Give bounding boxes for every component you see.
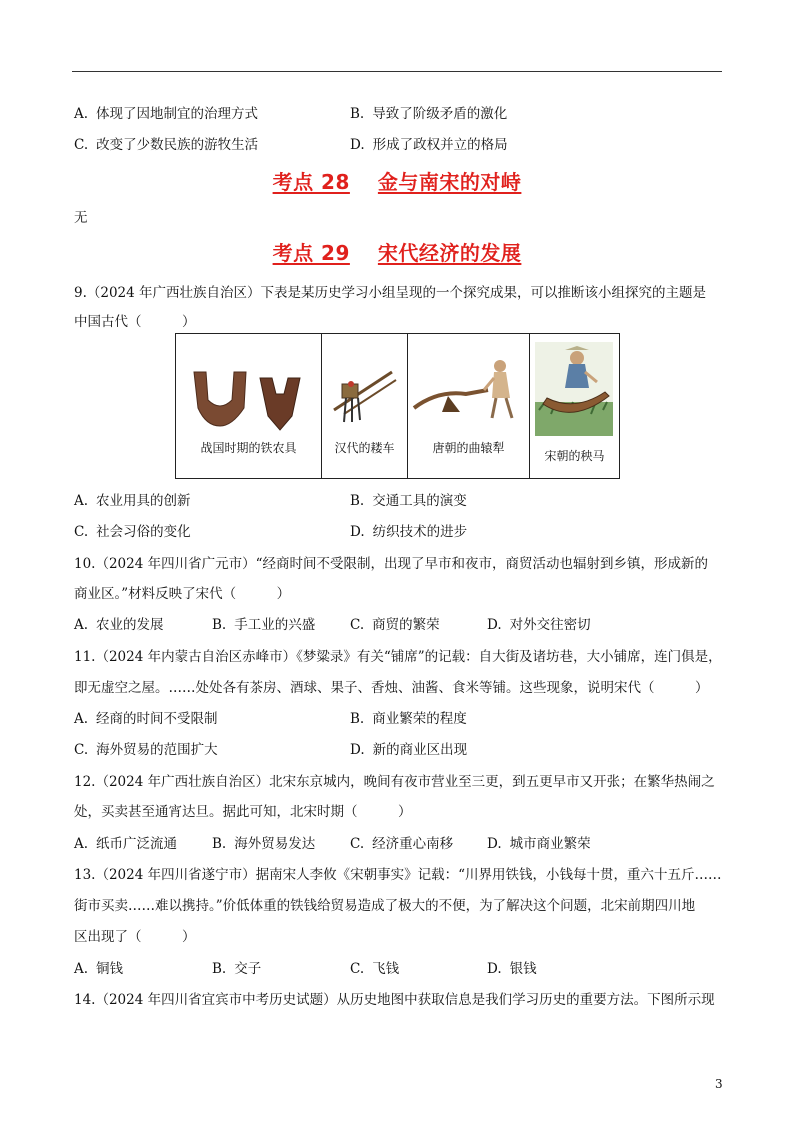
figure-cell-seed-drill bbox=[322, 334, 408, 478]
prev-option-d: D. 形成了政权并立的格局 bbox=[350, 137, 508, 153]
q9-option-d: D. 纺织技术的进步 bbox=[350, 524, 468, 540]
q14-stem-line1: 14.（2024 年四川省宜宾市中考历史试题）从历史地图中获取信息是我们学习历史的重要方法。下图所示现 bbox=[74, 992, 715, 1008]
section-29-heading: 考点 29 宋代经济的发展 bbox=[272, 241, 522, 265]
q13-stem-line1: 13.（2024 年四川省遂宁市）据南宋人李攸《宋朝事实》记载：“川界用铁钱，小钱每十贯，重六十五斤…… bbox=[74, 867, 722, 883]
q11-option-b: B. 商业繁荣的程度 bbox=[350, 711, 467, 727]
q13-option-c: C. 飞钱 bbox=[350, 961, 400, 977]
section-28-heading: 考点 28 金与南宋的对峙 bbox=[272, 170, 522, 194]
prev-option-b: B. 导致了阶级矛盾的激化 bbox=[350, 106, 508, 122]
q9-stem-line1: 9.（2024 年广西壮族自治区）下表是某历史学习小组呈现的一个探究成果，可以推断该小组探究的主题是 bbox=[74, 285, 707, 301]
q13-option-a: A. 铜钱 bbox=[74, 961, 124, 977]
q10-option-b: B. 手工业的兴盛 bbox=[212, 617, 316, 633]
q10-stem-line1: 10.（2024 年四川省广元市）“经商时间不受限制，出现了早市和夜市，商贸活动也辐射到乡镇，形成新的 bbox=[74, 556, 709, 572]
section-28-content: 无 bbox=[74, 210, 88, 226]
figure-caption-1: 战国时期的铁农具 bbox=[200, 441, 297, 455]
q13-stem-line2: 街市买卖……难以携持。”价低体重的铁钱给贸易造成了极大的不便，为了解决这个问题，北宋前期四川地 bbox=[74, 898, 696, 914]
q13-stem-line3: 区出现了（ ） bbox=[74, 929, 196, 945]
figure-caption-3: 唐朝的曲辕犁 bbox=[432, 441, 505, 455]
q10-option-d: D. 对外交往密切 bbox=[487, 617, 591, 633]
q11-stem-line2: 即无虚空之屋。……处处各有茶房、酒球、果子、香烛、油酱、食米等铺。这些现象，说明宋代（ ） bbox=[74, 680, 709, 696]
q12-option-a: A. 纸币广泛流通 bbox=[74, 836, 178, 852]
q10-stem-line2: 商业区。”材料反映了宋代（ ） bbox=[74, 586, 291, 602]
q10-option-a: A. 农业的发展 bbox=[74, 617, 164, 633]
q9-stem-line2: 中国古代（ ） bbox=[74, 314, 196, 330]
q12-option-c: C. 经济重心南移 bbox=[350, 836, 454, 852]
prev-option-a: A. 体现了因地制宜的治理方式 bbox=[74, 106, 259, 122]
q10-option-c: C. 商贸的繁荣 bbox=[350, 617, 440, 633]
q9-figure-table bbox=[175, 333, 620, 479]
header-rule bbox=[72, 71, 722, 72]
figure-cell-iron-tools bbox=[176, 334, 322, 478]
q9-option-a: A. 农业用具的创新 bbox=[74, 493, 191, 509]
rice-horse-image bbox=[535, 342, 613, 436]
seed-drill-image bbox=[322, 352, 406, 432]
curved-plough-image bbox=[408, 350, 528, 430]
prev-option-c: C. 改变了少数民族的游牧生活 bbox=[74, 137, 259, 153]
q13-option-d: D. 银钱 bbox=[487, 961, 537, 977]
q12-option-d: D. 城市商业繁荣 bbox=[487, 836, 591, 852]
figure-caption-4: 宋朝的秧马 bbox=[544, 449, 605, 463]
q11-option-d: D. 新的商业区出现 bbox=[350, 742, 468, 758]
q11-option-a: A. 经商的时间不受限制 bbox=[74, 711, 218, 727]
figure-cell-curved-plough bbox=[408, 334, 530, 478]
q12-stem-line2: 处，买卖甚至通宵达旦。据此可知，北宋时期（ ） bbox=[74, 804, 412, 820]
q9-option-c: C. 社会习俗的变化 bbox=[74, 524, 191, 540]
iron-farm-tools-image bbox=[176, 360, 320, 440]
q9-option-b: B. 交通工具的演变 bbox=[350, 493, 467, 509]
figure-caption-2: 汉代的耧车 bbox=[334, 441, 395, 455]
q12-option-b: B. 海外贸易发达 bbox=[212, 836, 316, 852]
figure-cell-rice-horse bbox=[530, 334, 619, 478]
q12-stem-line1: 12.（2024 年广西壮族自治区）北宋东京城内，晚间有夜市营业至三更，到五更早市又开张；在繁华热闹之 bbox=[74, 774, 715, 790]
q13-option-b: B. 交子 bbox=[212, 961, 262, 977]
q11-option-c: C. 海外贸易的范围扩大 bbox=[74, 742, 218, 758]
q11-stem-line1: 11.（2024 年内蒙古自治区赤峰市）《梦粱录》有关“铺席”的记载：自大街及诸坊巷，大小铺席，连门俱是， bbox=[74, 649, 722, 665]
page-number: 3 bbox=[715, 1077, 723, 1091]
